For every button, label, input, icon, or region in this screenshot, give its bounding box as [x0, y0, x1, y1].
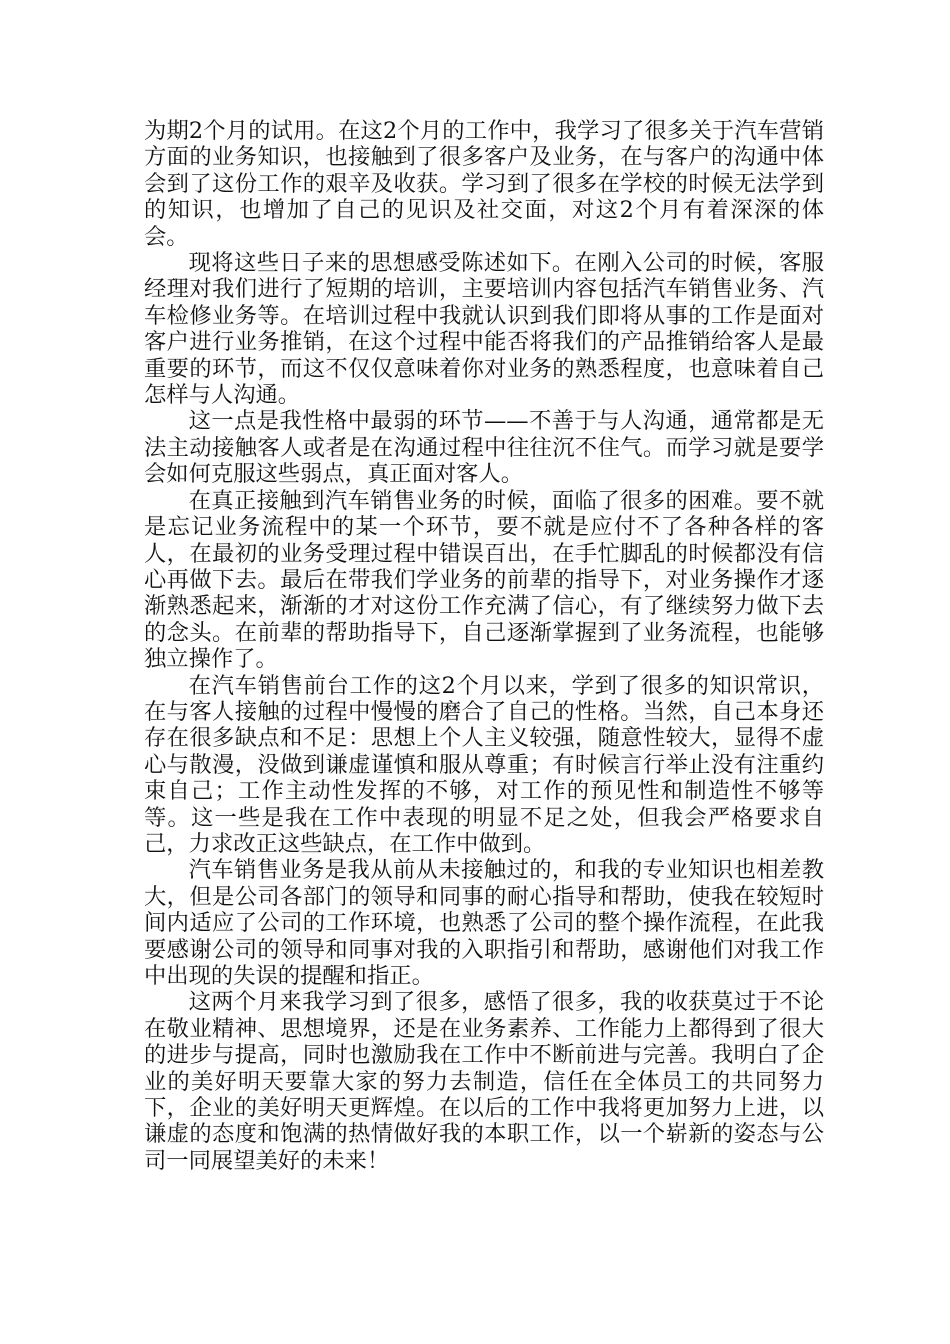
paragraph-1: 为期2个月的试用。在这2个月的工作中，我学习了很多关于汽车营销方面的业务知识，也接触到了很多客户及业务，在与客户的沟通中体会到了这份工作的艰辛及收获。学习到了很多在学校的时候无法学到的知识，也增加了自己的见识及社交面，对这2个月有着深深的体会。 — [144, 118, 824, 250]
paragraph-6: 汽车销售业务是我从前从未接触过的，和我的专业知识也相差教大，但是公司各部门的领导和同事的耐心指导和帮助，使我在较短时间内适应了公司的工作环境，也熟悉了公司的整个操作流程，在此我要感谢公司的领导和同事对我的入职指引和帮助，感谢他们对我工作中出现的失误的提醒和指正。 — [144, 857, 824, 989]
paragraph-4: 在真正接触到汽车销售业务的时候，面临了很多的困难。要不就是忘记业务流程中的某一个环节，要不就是应付不了各种各样的客人，在最初的业务受理过程中错误百出，在手忙脚乱的时候都没有信心再做下去。最后在带我们学业务的前辈的指导下，对业务操作才逐渐熟悉起来，渐渐的才对这份工作充满了信心，有了继续努力做下去的念头。在前辈的帮助指导下，自己逐渐掌握到了业务流程，也能够独立操作了。 — [144, 487, 824, 673]
paragraph-2: 现将这些日子来的思想感受陈述如下。在刚入公司的时候，客服经理对我们进行了短期的培训，主要培训内容包括汽车销售业务、汽车检修业务等。在培训过程中我就认识到我们即将从事的工作是面对客户进行业务推销，在这个过程中能否将我们的产品推销给客人是最重要的环节，而这不仅仅意味着你对业务的熟悉程度，也意味着自己怎样与人沟通。 — [144, 250, 824, 409]
paragraph-3: 这一点是我性格中最弱的环节——不善于与人沟通，通常都是无法主动接触客人或者是在沟通过程中往往沉不住气。而学习就是要学会如何克服这些弱点，真正面对客人。 — [144, 408, 824, 488]
paragraph-7: 这两个月来我学习到了很多，感悟了很多，我的收获莫过于不论在敬业精神、思想境界，还是在业务素养、工作能力上都得到了很大的进步与提高，同时也激励我在工作中不断前进与完善。我明白了企业的美好明天要靠大家的努力去制造，信任在全体员工的共同努力下，企业的美好明天更辉煌。在以后的工作中我将更加努力上进，以谦虚的态度和饱满的热情做好我的本职工作，以一个崭新的姿态与公司一同展望美好的未来！ — [144, 989, 824, 1174]
document-body — [144, 118, 824, 1174]
paragraph-5: 在汽车销售前台工作的这2个月以来，学到了很多的知识常识，在与客人接触的过程中慢慢的磨合了自己的性格。当然，自己本身还存在很多缺点和不足：思想上个人主义较强，随意性较大，显得不虚心与散漫，没做到谦虚谨慎和服从尊重；有时候言行举止没有注重约束自己；工作主动性发挥的不够，对工作的预见性和制造性不够等等。这一些是我在工作中表现的明显不足之处，但我会严格要求自己，力求改正这些缺点，在工作中做到。 — [144, 672, 824, 857]
